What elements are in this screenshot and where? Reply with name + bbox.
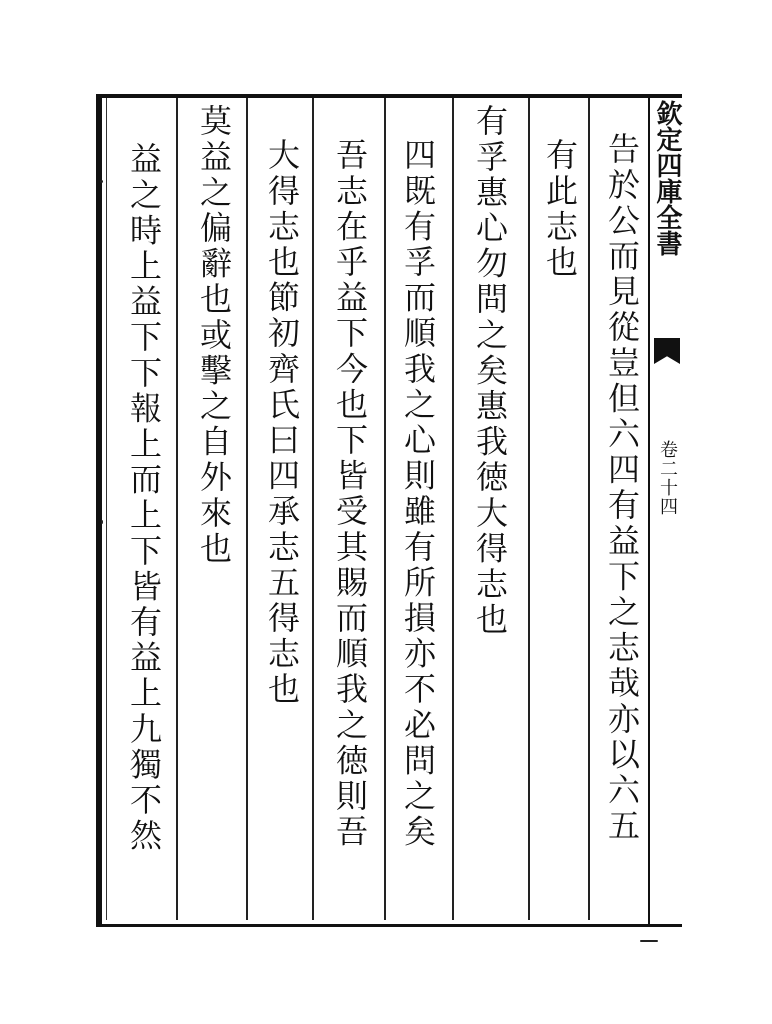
page-frame [96,94,682,927]
frame-margin-divider [648,94,650,924]
text-column-8: 益之時上益下下報上而上下皆有益上九獨不然 [125,142,163,854]
scan-speck [101,520,103,524]
text-column-7: 莫益之偏辭也或擊之自外來也 [195,104,233,567]
text-column-4: 四既有孚而順我之心則雖有所損亦不必問之矣 [399,138,437,850]
column-rule [452,98,454,920]
column-rule [246,98,248,920]
book-title: 欽定四庫全書 [652,100,682,256]
column-rule [384,98,386,920]
column-rule [312,98,314,920]
text-column-6: 大得志也節初齊氏曰四承志五得志也 [263,138,301,708]
column-rule [176,98,178,920]
scan-speck [640,940,658,942]
volume-label: 卷二十四 [657,440,678,516]
text-column-5: 吾志在乎益下今也下皆受其賜而順我之徳則吾 [331,138,369,850]
text-column-2: 有此志也 [541,138,579,281]
text-column-3: 有孚惠心勿問之矣惠我徳大得志也 [471,104,509,638]
scan-speck [100,180,103,183]
column-rule [588,98,590,920]
text-column-1: 告於公而見從豈但六四有益下之志哉亦以六五 [603,132,641,844]
column-rule [528,98,530,920]
frame-left-border [96,94,102,924]
frame-left-inner-border [106,98,107,920]
